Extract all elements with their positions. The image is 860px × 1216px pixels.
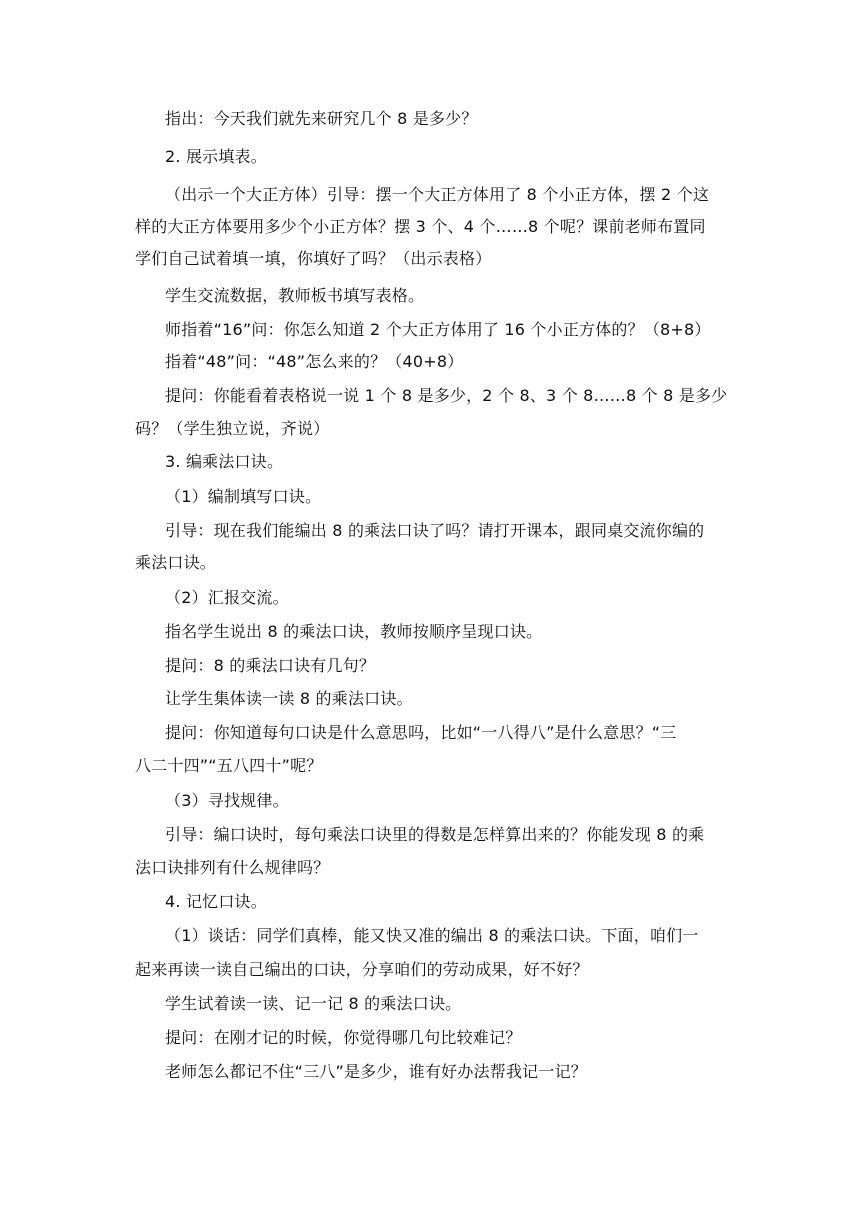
paragraph-line: （出示一个大正方体）引导：摆一个大正方体用了 8 个小正方体，摆 2 个这 <box>165 185 710 204</box>
paragraph-line: （1）谈话：同学们真棒，能又快又准的编出 8 的乘法口诀。下面，咱们一 <box>165 926 699 945</box>
paragraph-line: 样的大正方体要用多少个小正方体？摆 3 个、4 个……8 个呢？课前老师布置同 <box>135 217 706 236</box>
paragraph-line: 乘法口诀。 <box>135 553 217 572</box>
section-heading: 2. 展示填表。 <box>165 147 267 166</box>
paragraph-line: 学们自己试着填一填，你填好了吗？（出示表格） <box>135 249 492 268</box>
section-heading: 3. 编乘法口诀。 <box>165 452 284 471</box>
paragraph-line: 提问：8 的乘法口诀有几句？ <box>165 656 376 675</box>
paragraph-line: 码？（学生独立说，齐说） <box>135 419 330 438</box>
paragraph-line: 让学生集体读一读 8 的乘法口诀。 <box>165 689 413 708</box>
paragraph-line: 法口诀排列有什么规律吗？ <box>135 858 330 877</box>
sub-heading: （2）汇报交流。 <box>165 588 289 607</box>
paragraph-line: 起来再读一读自己编出的口诀，分享咱们的劳动成果，好不好？ <box>135 960 589 979</box>
paragraph-line: 学生交流数据，教师板书填写表格。 <box>165 286 425 305</box>
sub-heading: （1）编制填写口诀。 <box>165 487 322 506</box>
paragraph-line: 提问：你知道每句口诀是什么意思吗，比如“一八得八”是什么意思？“三 <box>165 723 677 742</box>
paragraph-line: 老师怎么都记不住“三八”是多少，谁有好办法帮我记一记？ <box>165 1062 587 1081</box>
paragraph-line: 指着“48”问：“48”怎么来的？（40+8） <box>165 352 464 371</box>
paragraph-line: 学生试着读一读、记一记 8 的乘法口诀。 <box>165 994 462 1013</box>
paragraph-line: 八二十四”“五八四十”呢？ <box>135 756 323 775</box>
section-heading: 4. 记忆口诀。 <box>165 892 267 911</box>
paragraph-line: 提问：在刚才记的时候，你觉得哪几句比较难记？ <box>165 1028 522 1047</box>
paragraph-line: 提问：你能看着表格说一说 1 个 8 是多少，2 个 8、3 个 8……8 个 8 是多少 <box>165 386 728 405</box>
paragraph-line: 师指着“16”问：你怎么知道 2 个大正方体用了 16 个小正方体的？（8+8） <box>165 320 711 339</box>
paragraph-line: 引导：编口诀时，每句乘法口诀里的得数是怎样算出来的？你能发现 8 的乘 <box>165 825 705 844</box>
sub-heading: （3）寻找规律。 <box>165 791 289 810</box>
paragraph-line: 引导：现在我们能编出 8 的乘法口诀了吗？请打开课本，跟同桌交流你编的 <box>165 521 705 540</box>
paragraph-line: 指出：今天我们就先来研究几个 8 是多少？ <box>165 109 478 128</box>
paragraph-line: 指名学生说出 8 的乘法口诀，教师按顺序呈现口诀。 <box>165 622 543 641</box>
